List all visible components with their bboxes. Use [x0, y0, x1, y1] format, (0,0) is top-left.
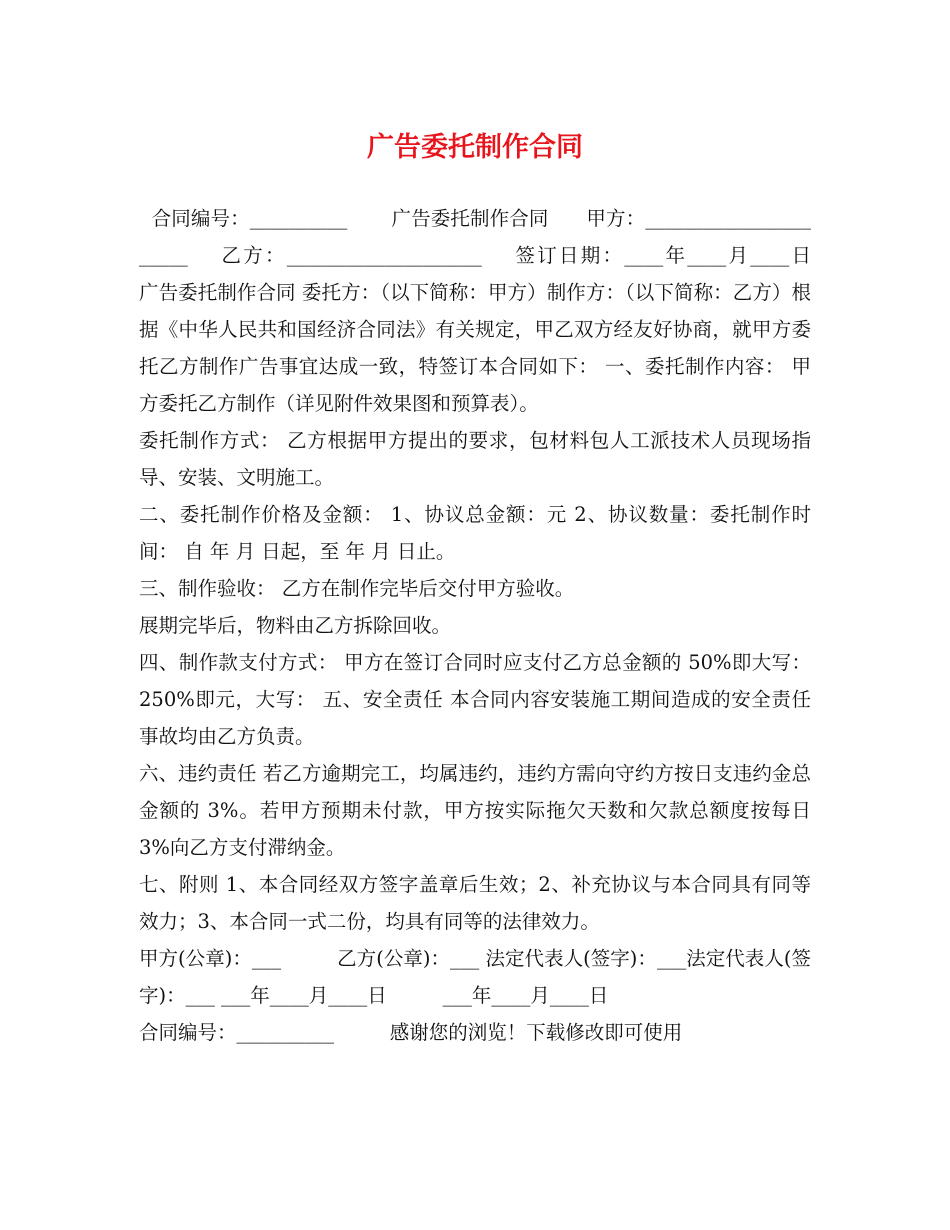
price-amount-paragraph: 二、委托制作价格及金额： 1、协议总金额：元 2、协议数量：委托制作时间： 自 年 月 日起，至 年 月 日止。 — [139, 503, 811, 563]
acceptance-paragraph: 三、制作验收： 乙方在制作完毕后交付甲方验收。 — [139, 577, 575, 600]
page-title: 广告委托制作合同 — [367, 132, 583, 163]
contract-body — [139, 200, 886, 1051]
production-method-paragraph: 委托制作方式： 乙方根据甲方提出的要求，包材料包人工派技术人员现场指导、安装、文明施工。 — [139, 429, 811, 489]
contract-intro-paragraph: 合同编号：__________ 广告委托制作合同 甲方：______________________ 乙方：____________________ 签订日期：____年____月____日 广告委托制作合同 委托方：（以下简称：甲方）制作方：（以下简称：乙方）根据《中华人民共和国经济合同法》有关规定，甲乙双方经友好协商，就甲方委托乙方制作广告事宜达成一致，特签订本合同如下： 一、委托制作内容： 甲方委托乙方制作（详见附件效果图和预算表）。 — [139, 207, 886, 415]
material-recovery-paragraph: 展期完毕后，物料由乙方拆除回收。 — [139, 614, 452, 637]
footer-note: 合同编号：__________ 感谢您的浏览！下载修改即可使用 — [139, 1021, 683, 1044]
breach-liability-paragraph: 六、违约责任 若乙方逾期完工，均属违约，违约方需向守约方按日支违约金总金额的 3%。若甲方预期未付款，甲方按实际拖欠天数和欠款总额度按每日 3%向乙方支付滞纳金。 — [139, 762, 811, 859]
payment-safety-paragraph: 四、制作款支付方式： 甲方在签订合同时应支付乙方总金额的 50%即大写： 250%即元，大写： 五、安全责任 本合同内容安装施工期间造成的安全责任事故均由乙方负责。 — [139, 651, 811, 748]
signature-block: 甲方(公章)：___ 乙方(公章)：___ 法定代表人(签字)：___法定代表人(签字)：___ ___年____月____日 ___年____月____日 — [139, 947, 811, 1007]
supplementary-terms-paragraph: 七、附则 1、本合同经双方签字盖章后生效；2、补充协议与本合同具有同等效力；3、本合同一式二份，均具有同等的法律效力。 — [139, 873, 811, 933]
